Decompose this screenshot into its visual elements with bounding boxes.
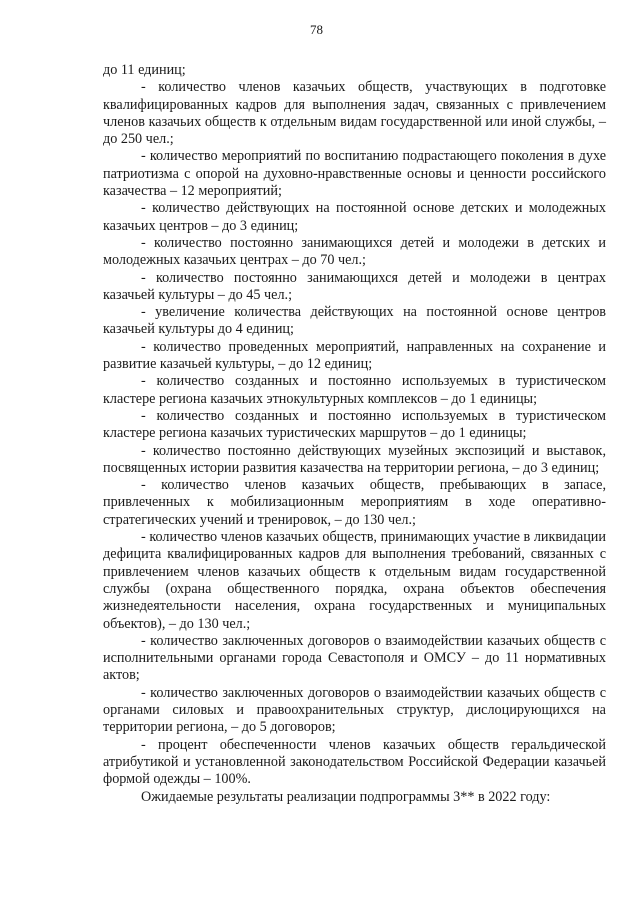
list-item-trained-personnel: - количество членов казачьих обществ, участвующих в подготовке квалифицированных кадров для выполнения задач, связанных с привлечением членов казачьих обществ к отдельным видам государственной или иной службы, – до 250 чел.; — [103, 79, 606, 148]
list-item-youth-center-participants: - количество постоянно занимающихся детей и молодежи в детских и молодежных казачьих центрах – до 70 чел.; — [103, 234, 606, 269]
list-item-security-agreements: - количество заключенных договоров о взаимодействии казачьих обществ с органами силовых и правоохранительных структур, дислоцирующихся на территории региона, – до 5 договоров; — [103, 684, 606, 736]
list-item-mobilization-reserve: - количество членов казачьих обществ, пребывающих в запасе, привлеченных к мобилизационным мероприятиям в ходе оперативно-стратегических учений и тренировок, – до 130 чел.; — [103, 477, 606, 528]
page-number: 78 — [310, 22, 323, 37]
list-item-ethnocultural-complexes: - количество созданных и постоянно используемых в туристическом кластере региона казачьих этнокультурных комплексов – до 1 единицы; — [103, 373, 606, 407]
list-item-museum-expositions: - количество постоянно действующих музейных экспозиций и выставок, посвященных истории развития казачества на территории региона, – до 3 единиц; — [103, 442, 606, 476]
list-item-patriotic-events: - количество мероприятий по воспитанию подрастающего поколения в духе патриотизма с опорой на духовно-нравственные основы и ценности российского казачества – 12 мероприятий; — [103, 148, 606, 200]
closing-paragraph: Ожидаемые результаты реализации подпрограммы 3** в 2022 году: — [141, 789, 551, 806]
list-item-executive-agreements: - количество заключенных договоров о взаимодействии казачьих обществ с исполнительными органами города Севастополя и ОМСУ – до 11 нормативных актов; — [103, 632, 606, 684]
list-item-youth-centers: - количество действующих на постоянной основе детских и молодежных казачьих центров – до 3 единиц; — [103, 200, 606, 234]
list-item-tourist-routes: - количество созданных и постоянно используемых в туристическом кластере региона казачьих туристических маршрутов – до 1 единицы; — [103, 407, 606, 442]
paragraph-continuation: до 11 единиц; — [103, 62, 186, 78]
list-item-culture-center-participants: - количество постоянно занимающихся детей и молодежи в центрах казачьей культуры – до 45 чел.; — [103, 269, 606, 303]
list-item-state-service: - количество членов казачьих обществ, принимающих участие в ликвидации дефицита квалифицированных кадров для выполнения требований, связанных с привлечением членов казачьих обществ к отдельным видам государственной службы (охрана общественного порядка, охрана объектов обеспечения жизнедеятельности населения, охрана государственных и муниципальных объектов), – до 130 чел.; — [103, 529, 606, 632]
list-item-culture-centers: - увеличение количества действующих на постоянной основе центров казачьей культуры до 4 единиц; — [103, 304, 606, 338]
list-item-culture-events: - количество проведенных мероприятий, направленных на сохранение и развитие казачьей культуры, – до 12 единиц; — [103, 338, 606, 373]
list-item-uniform-provision: - процент обеспеченности членов казачьих обществ геральдической атрибутикой и установленной законодательством Российской Федерации казачьей формой одежды – 100%. — [103, 736, 606, 788]
document-body — [103, 62, 606, 807]
